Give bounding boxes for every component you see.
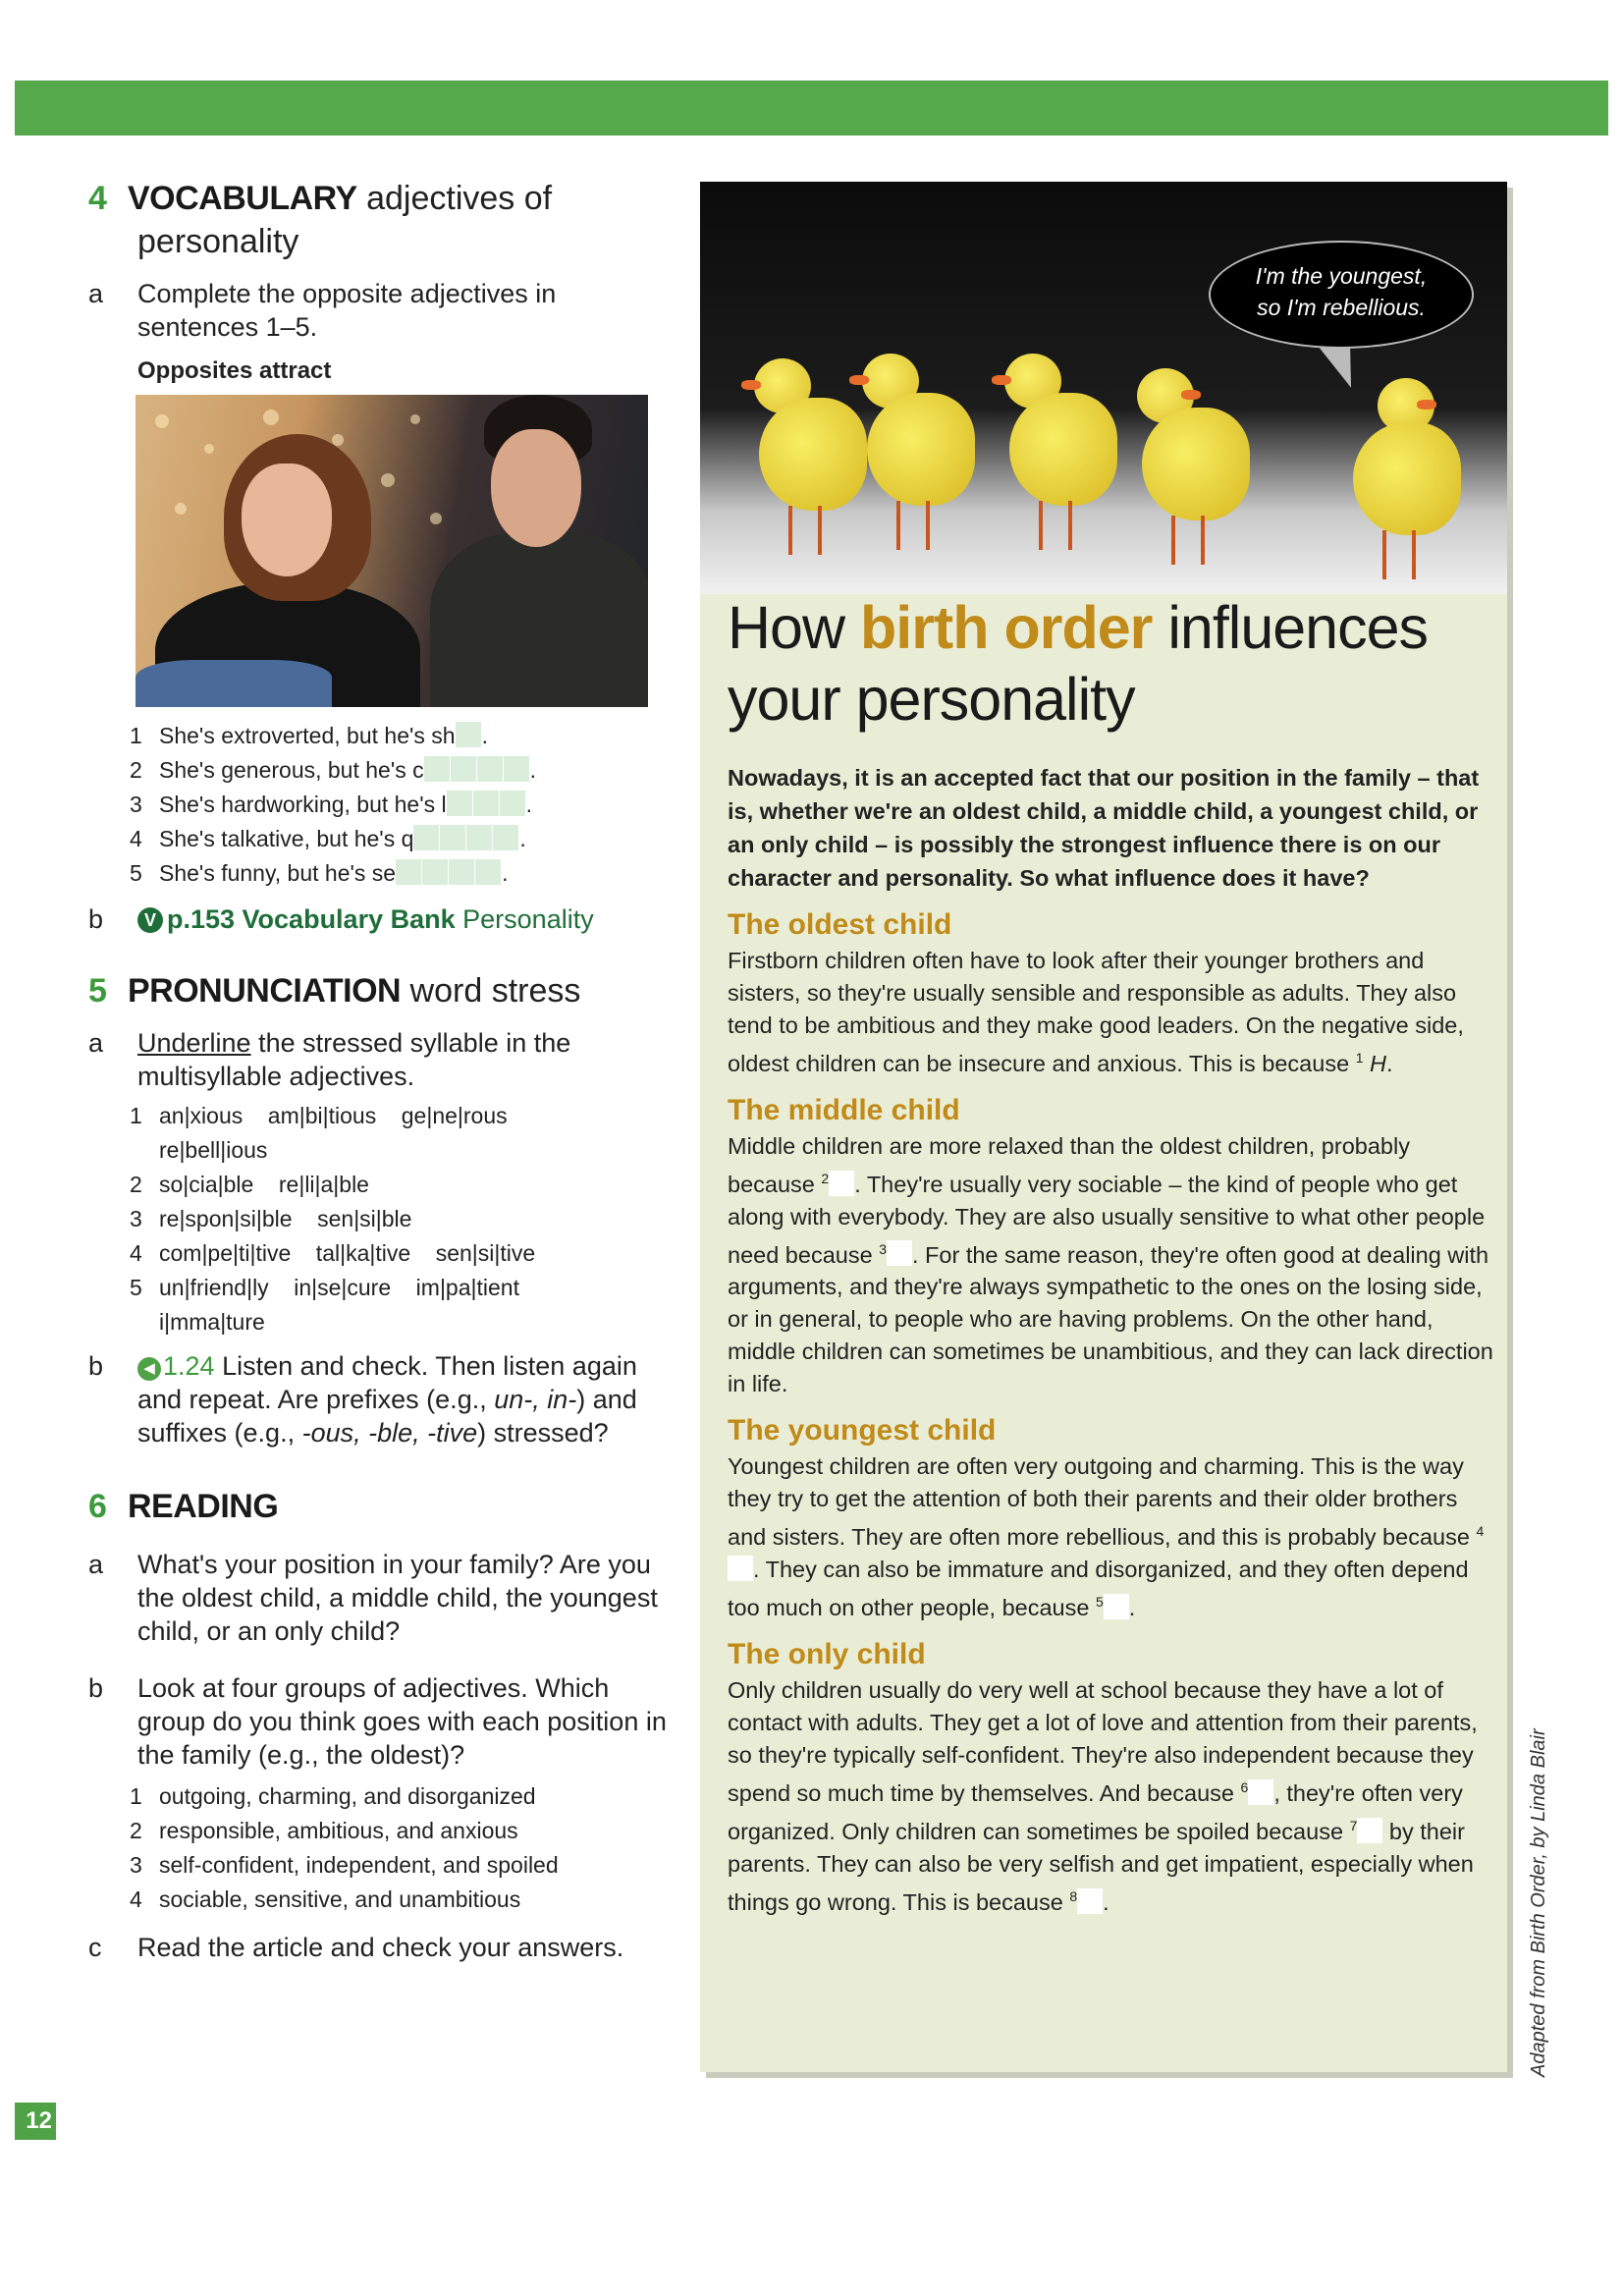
speech-bubble: I'm the youngest, so I'm rebellious.: [1209, 241, 1474, 349]
exercise-letter: b: [88, 904, 104, 934]
answer-box[interactable]: [493, 825, 518, 850]
syllable-row: 1 an|xious am|bi|tious ge|ne|rous re|bell|ious: [130, 1103, 508, 1163]
syllable-row: 2 so|cia|ble re|li|a|ble: [130, 1172, 369, 1197]
section-4-heading: [88, 177, 668, 263]
middle-paragraph: Middle children are more relaxed than the oldest children, probably because $^2$ . They're usually very sociable – the kind of people who get along with everybody. They are also usually sensitive to what other people need because $^3$ . For the same reason, they're often good at dealing with arguments, and they're always sympathetic to the ones on the losing side, or in general, to people who are having problems. On the other hand, middle children can sometimes be unambitious, and they can lack direction in life.: [728, 1132, 1493, 1397]
vocabulary-bank-link[interactable]: p.153 Vocabulary Bank: [167, 904, 456, 934]
exercise-6a: a What's your position in your family? Are you the oldest child, a middle child, the youngest child, or an only child?: [88, 1550, 658, 1646]
sentences-list: [88, 719, 668, 891]
groups-list: [88, 1779, 668, 1917]
answer-box[interactable]: [475, 859, 501, 885]
group-item: 1 outgoing, charming, and disorganized: [130, 1783, 536, 1809]
answer-box[interactable]: [456, 722, 481, 747]
header-green-bar: [15, 81, 1608, 136]
answer-box[interactable]: [887, 1240, 912, 1266]
answer-box[interactable]: [396, 859, 421, 885]
article-intro: Nowadays, it is an accepted fact that our position in the family – that is, whether we're an oldest child, a middle child, a youngest child, or an only child – is possibly the strongest influence there is on our character and personality. So what influence does it have?: [728, 765, 1480, 891]
exercise-4a: [88, 277, 668, 344]
exercise-letter: a: [88, 279, 104, 308]
sentence-item: 2 She's generous, but he's c .: [130, 757, 537, 783]
section-5-heading: 5 PRONUNCIATION word stress: [88, 972, 581, 1010]
sentence-item: 1 She's extroverted, but he's sh .: [130, 723, 488, 748]
middle-heading: The middle child: [728, 1093, 960, 1126]
exercise-6c: c Read the article and check your answers.: [88, 1933, 624, 1962]
syllable-row: 5 un|friend|ly in|se|cure im|pa|tient i|mma|ture: [130, 1275, 519, 1335]
answer-box[interactable]: [447, 791, 472, 816]
oldest-heading: The oldest child: [728, 908, 952, 941]
article-panel: [700, 182, 1507, 2072]
answer-box[interactable]: [504, 756, 529, 782]
syllable-list: [88, 1099, 668, 1339]
answer-box[interactable]: [413, 825, 439, 850]
answer-box[interactable]: [728, 1556, 753, 1581]
answer-box[interactable]: [477, 756, 503, 782]
vocabulary-bank-icon: V: [137, 907, 163, 933]
answer-filled[interactable]: H: [1370, 1050, 1386, 1076]
group-item: 3 self-confident, independent, and spoiled: [130, 1852, 559, 1878]
answer-box[interactable]: [440, 825, 465, 850]
ducklings-photo: [700, 182, 1507, 594]
answer-box[interactable]: [1077, 1888, 1103, 1914]
exercises-column: [88, 177, 668, 1964]
answer-box[interactable]: [500, 791, 525, 816]
answer-box[interactable]: [451, 756, 476, 782]
audio-icon[interactable]: ◀: [137, 1357, 161, 1381]
answer-box[interactable]: [1104, 1594, 1129, 1619]
section-subtitle: adjectives of: [366, 180, 553, 217]
vocabulary-bank-topic: Personality: [462, 904, 594, 934]
exercise-6b: b Look at four groups of adjectives. Which group do you think goes with each position in the family (e.g., the oldest)?: [88, 1673, 667, 1770]
answer-box[interactable]: [422, 859, 448, 885]
answer-box[interactable]: [1248, 1779, 1273, 1805]
youngest-heading: The youngest child: [728, 1414, 997, 1448]
answer-box[interactable]: [829, 1171, 854, 1196]
section-title: VOCABULARY: [128, 180, 357, 217]
group-item: 4 sociable, sensitive, and unambitious: [130, 1886, 521, 1912]
exercise-5b: b ◀ 1.24 Listen and check. Then listen again and repeat. Are prefixes (e.g., un-, in-) and suffixes (e.g., -ous, -ble, -tive) stressed?: [88, 1351, 637, 1448]
answer-box[interactable]: [424, 756, 450, 782]
youngest-paragraph: Youngest children are often very outgoing and charming. This is the way they try to get the attention of both their parents and their older brothers and sisters. They are often more rebellious, and this is probably because $^4$. They can also be immature and disorganized, and they often depend too much on other people, because $^5$ .: [728, 1453, 1485, 1621]
only-paragraph: Only children usually do very well at school because they have a lot of contact with adults. They get a lot of love and attention from their parents, so they're typically self-confident. They're also independent because they spend so much time by themselves. And because $^6$ , they're often very organized. Only children can sometimes be spoiled because $^7$ by their parents. They can also be very selfish and get impatient, especially when things go wrong. This is because $^8$ .: [728, 1677, 1478, 1915]
section-number: 4: [88, 180, 107, 217]
source-credit: Adapted from Birth Order, by Linda Blair: [1528, 1728, 1549, 2077]
audio-track[interactable]: 1.24: [163, 1351, 215, 1381]
couple-photo: [135, 395, 648, 707]
sentence-item: 5 She's funny, but he's se .: [130, 860, 509, 886]
syllable-row: 4 com|pe|ti|tive tal|ka|tive sen|si|tive: [130, 1240, 536, 1266]
sentence-item: 3 She's hardworking, but he's l .: [130, 792, 533, 817]
article-body: [728, 761, 1493, 1919]
group-item: 2 responsible, ambitious, and anxious: [130, 1818, 518, 1843]
article-title: How birth order influences your personality: [728, 594, 1429, 733]
answer-box[interactable]: [449, 859, 474, 885]
page-number: 12: [15, 2103, 56, 2140]
section-6-heading: 6 READING: [88, 1488, 279, 1525]
exercise-4b: [88, 902, 668, 936]
instruction-text: Complete the opposite adjectives in sentences 1–5.: [137, 279, 557, 342]
answer-box[interactable]: [473, 791, 499, 816]
sentence-item: 4 She's talkative, but he's q .: [130, 826, 526, 851]
oldest-paragraph: Firstborn children often have to look after their younger brothers and sisters, so they're usually sensible and responsible as adults. They also tend to be ambitious and they make good leaders. On the negative side, oldest children can be insecure and anxious. This is because $^1$ H.: [728, 948, 1464, 1076]
exercise-5a: a Underline the stressed syllable in the multisyllable adjectives.: [88, 1028, 571, 1091]
syllable-row: 3 re|spon|si|ble sen|si|ble: [130, 1206, 412, 1231]
answer-box[interactable]: [1357, 1818, 1382, 1843]
answer-box[interactable]: [466, 825, 492, 850]
section-subtitle-line2: personality: [137, 223, 299, 260]
only-heading: The only child: [728, 1638, 926, 1671]
opposites-title: Opposites attract: [137, 357, 332, 384]
